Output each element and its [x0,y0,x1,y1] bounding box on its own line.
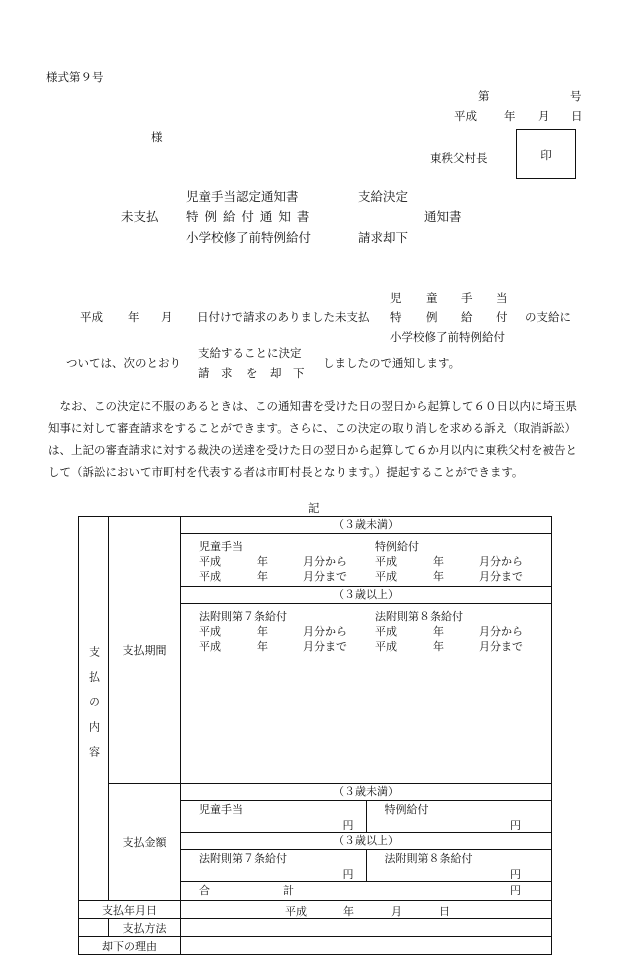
date-era-cell: 平成 [285,905,307,918]
stack-top-4: 当 [496,291,508,305]
blank-cell [79,919,109,937]
notice-paragraph: なお、この決定に不服のあるときは、この通知書を受けた日の翌日から起算して６０日以内に埼玉県知事に対して審査請求をすることができます。さらに、この決定の取り消しを求める訴え（取消訴訟）は、上記の審査請求に対する裁決の送達を受けた日の翌日から起算して６か月以内に東秩父村を被告として（訴訟において市町村を代表する者は市町村長となります。）提起することができます。 [48,399,577,479]
amount-cell [181,784,552,901]
p2-era: 平成 [375,555,397,568]
total-yen: 円 [510,884,521,897]
decide-b-1: 請 [198,366,210,380]
p1-from: 月分から [303,555,347,568]
body-line2-a: ついては、次のとおり [66,356,181,370]
p2-year-to: 年 [433,570,444,583]
p4-to: 月分まで [479,640,523,653]
p1-year-to: 年 [257,570,268,583]
date-era: 平成 [454,109,477,123]
side-label: 支払の内容 [87,646,101,771]
period-hou8: 法附則第８条給付 [375,610,463,623]
decide-b-4: 却 [270,366,282,380]
payment-table [78,516,552,955]
p4-year: 年 [433,625,444,638]
stack-top-3: 手 [461,291,473,305]
amount-jido-yen: 円 [342,819,354,832]
ki-heading: 記 [308,501,320,515]
amount-under3: （３歳未満） [181,784,551,801]
p4-from: 月分から [479,625,523,638]
form-number: 様式第９号 [46,70,104,84]
date-day: 日 [571,109,583,123]
stack-mid-1: 特 [390,310,402,324]
date-month: 月 [538,109,550,123]
p1-to: 月分まで [303,570,347,583]
p3-year: 年 [257,625,268,638]
decide-b-5: 下 [293,366,305,380]
method-label: 支払方法 [109,919,181,937]
body-year: 年 [128,310,140,324]
period-hou7: 法附則第７条給付 [199,610,287,623]
amount-hou8-yen: 円 [510,868,521,881]
period-cell [181,517,552,784]
period-tokurei: 特例給付 [375,540,419,553]
stack-top-2: 童 [426,291,438,305]
date-year: 年 [504,109,516,123]
reason-label: 却下の理由 [79,937,181,955]
number-prefix: 第 [478,89,490,103]
title-decision-a: 支給決定 [358,189,409,204]
p2-era-to: 平成 [375,570,397,583]
date-year-cell: 年 [343,905,354,918]
p3-year-to: 年 [257,640,268,653]
period-under3: （３歳未満） [181,517,551,534]
amount-total-row [181,882,551,900]
decide-b-3: を [246,366,258,380]
method-cell [181,919,552,937]
title-option-3: 小学校修了前特例給付 [186,230,312,245]
total-label-b: 計 [283,884,294,897]
period-label: 支払期間 [109,517,181,784]
p1-era: 平成 [199,555,221,568]
amount-jido: 児童手当 [199,803,243,816]
amount-tokurei: 特例給付 [384,803,429,816]
stack-mid-4: 付 [496,310,508,324]
reason-cell [181,937,552,955]
number-suffix: 号 [570,89,582,103]
p1-era-to: 平成 [199,570,221,583]
body-month: 月 [161,310,173,324]
period-jido: 児童手当 [199,540,243,553]
p4-era: 平成 [375,625,397,638]
p4-year-to: 年 [433,640,444,653]
side-label-cell [79,517,109,901]
addressee-suffix: 様 [151,130,163,144]
seal-box: 印 [516,129,576,179]
amount-hou7: 法附則第７条給付 [199,852,287,865]
p3-era: 平成 [199,625,221,638]
decide-b-2: 求 [221,366,233,380]
stack-top-1: 児 [390,291,402,305]
date-label: 支払年月日 [79,901,181,919]
date-day-cell: 日 [439,905,450,918]
p1-year: 年 [257,555,268,568]
decide-a: 支給することに決定 [198,346,302,360]
body-phrase-2: の支給に [525,310,571,324]
body-phrase-1: 日付けで請求のありました未支払 [197,310,370,324]
total-label-a: 合 [199,884,210,897]
stack-bottom: 小学校修了前特例給付 [390,330,505,344]
title-prefix: 未支払 [121,209,159,224]
body-line2-b: しましたので通知します。 [323,356,461,370]
amount-hou8: 法附則第８条給付 [384,852,473,865]
p3-from: 月分から [303,625,347,638]
amount-hou7-yen: 円 [342,868,354,881]
period-over3: （３歳以上） [181,587,551,604]
title-option-1: 児童手当認定通知書 [186,189,299,204]
amount-label: 支払金額 [109,784,181,901]
stack-mid-2: 例 [426,310,438,324]
stack-mid-3: 給 [461,310,473,324]
date-month-cell: 月 [391,905,402,918]
p3-era-to: 平成 [199,640,221,653]
p2-from: 月分から [479,555,523,568]
title-suffix: 通知書 [424,209,462,224]
date-cell [181,901,552,919]
issuer-name: 東秩父村長 [430,151,488,165]
amount-over3: （３歳以上） [181,833,551,850]
title-decision-b: 請求却下 [358,230,409,245]
p4-era-to: 平成 [375,640,397,653]
p3-to: 月分まで [303,640,347,653]
p2-year: 年 [433,555,444,568]
p2-to: 月分まで [479,570,523,583]
body-era: 平成 [80,310,103,324]
title-option-2: 特 例 給 付 通 知 書 [186,209,311,224]
amount-tokurei-yen: 円 [510,819,521,832]
